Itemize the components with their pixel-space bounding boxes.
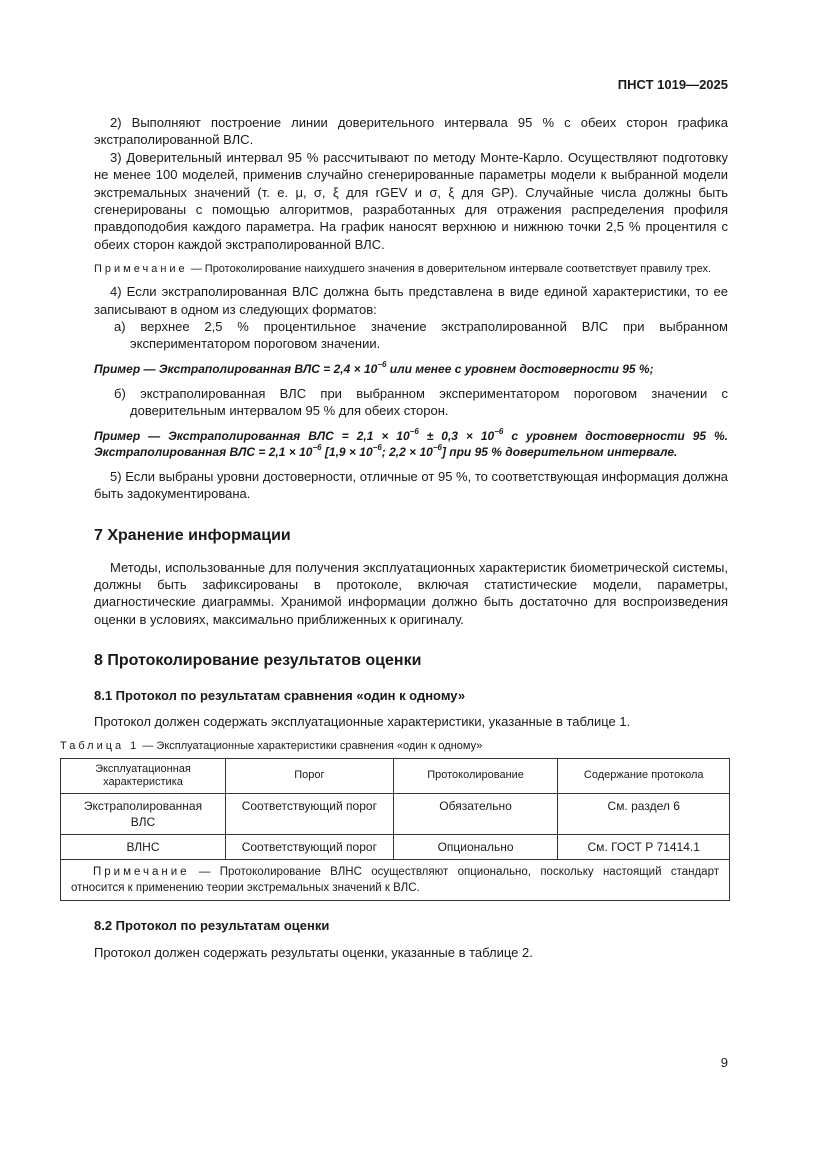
- table-cell: Опционально: [393, 834, 558, 859]
- table-note-text: — Протоколирование ВЛНС осуществляют опционально, поскольку настоящий стандарт относится к применению теории экстремальных значений к ВЛС.: [71, 865, 719, 894]
- table-1-caption-text: — Эксплуатационные характеристики сравнения «один к одному»: [139, 739, 483, 752]
- table-row: [61, 834, 730, 859]
- item-4: 4) Если экстраполированная ВЛС должна быть представлена в виде единой характеристики, то ее записывают в одном из следующих форматов:: [94, 284, 728, 317]
- table-cell: Соответствующий порог: [225, 793, 393, 834]
- item-2: 2) Выполняют построение линии доверительного интервала 95 % с обеих сторон графика экстраполированной ВЛС.: [94, 115, 728, 148]
- table-note: [61, 859, 730, 900]
- table-cell: Обязательно: [393, 793, 558, 834]
- table-header-cell: Эксплуатационная характеристика: [61, 758, 226, 793]
- document-id: ПНСТ 1019—2025: [617, 77, 728, 92]
- example-2-part: ; 2,2 × 10: [381, 444, 433, 459]
- page-content: [60, 114, 729, 961]
- table-note-row: [61, 859, 730, 900]
- example-2-exp: −6: [312, 442, 322, 452]
- section-8-2-text: Протокол должен содержать результаты оценки, указанные в таблице 2.: [94, 944, 533, 960]
- item-3: 3) Доверительный интервал 95 % рассчитывают по методу Монте-Карло. Осуществляют подготовку не менее 100 моделей, применив случайно сгенерированные параметры модели к выбранной модели экстремальных значений (т. е. μ, σ, ξ для rGEV и σ, ξ для GP). Случайные числа должны быть сгенерированы с помощью алгоритмов, разработанных для отражения распределения профиля правдоподобия каждого параметра. На график наносят верхнюю и нижнюю точки 2,5 % процентиля с обеих сторон каждой экстраполированной ВЛС.: [94, 149, 728, 252]
- table-row: [61, 793, 730, 834]
- table-note-label: Примечание: [93, 865, 190, 878]
- table-header-cell: Порог: [225, 758, 393, 793]
- example-2-exp: −6: [372, 442, 382, 452]
- table-cell: Соответствующий порог: [225, 834, 393, 859]
- note-1: [94, 262, 728, 277]
- section-8-2-title: 8.2 Протокол по результатам оценки: [94, 917, 330, 933]
- example-2-part: Пример — Экстраполированная ВЛС = 2,1 × 10: [94, 428, 410, 443]
- section-8-1-text: Протокол должен содержать эксплуатационные характеристики, указанные в таблице 1.: [94, 714, 631, 730]
- table-header-cell: Содержание протокола: [558, 758, 730, 793]
- table-header-cell: Протоколирование: [393, 758, 558, 793]
- section-8-title: 8 Протоколирование результатов оценки: [94, 652, 422, 670]
- example-1-part: или менее с уровнем достоверности 95 %;: [386, 361, 654, 376]
- page-number: 9: [720, 1055, 728, 1070]
- example-1-exp: −6: [377, 359, 387, 369]
- section-8-1-title: 8.1 Протокол по результатам сравнения «один к одному»: [94, 688, 466, 704]
- table-1-caption-label: Таблица 1: [60, 739, 140, 752]
- table-1: [60, 758, 730, 901]
- example-2-part: с уровнем достоверности 95 %. Экстраполированная ВЛС = 2,1 × 10: [94, 428, 729, 459]
- table-1-caption: [60, 739, 728, 753]
- example-2-exp: −6: [409, 426, 419, 436]
- section-7-text: Методы, использованные для получения эксплуатационных характеристик биометрической системы, должны быть зафиксированы в протоколе, включая статистические модели, параметры, диагностические диаграммы. Хранимой информации должно быть достаточно для воспроизведения оценки в условиях, максимально приближенных к оригиналу.: [94, 559, 728, 627]
- example-1-part: Пример — Экстраполированная ВЛС = 2,4 × 10: [94, 361, 378, 376]
- example-2-exp: −6: [494, 426, 504, 436]
- table-cell: См. раздел 6: [558, 793, 730, 834]
- item-4a: а) верхнее 2,5 % процентильное значение экстраполированной ВЛС при выбранном экспериментатором пороговом значении.: [114, 319, 728, 352]
- example-2-part: [1,9 × 10: [321, 444, 373, 459]
- table-header-row: [61, 758, 730, 793]
- table-cell: См. ГОСТ Р 71414.1: [558, 834, 730, 859]
- note-1-text: — Протоколирование наихудшего значения в доверительном интервале соответствует правилу трех.: [187, 263, 712, 276]
- note-1-label: Примечание: [94, 263, 188, 276]
- item-4b: б) экстраполированная ВЛС при выбранном экспериментатором пороговом значении с доверительным интервалом 95 % для обеих сторон.: [114, 385, 728, 419]
- example-1: [94, 361, 728, 377]
- example-2-part: ] при 95 % доверительном интервале.: [441, 444, 678, 459]
- example-2: [94, 428, 728, 460]
- item-5: 5) Если выбраны уровни достоверности, отличные от 95 %, то соответствующая информация должна быть задокументирована.: [94, 468, 728, 502]
- table-cell: ВЛНС: [61, 834, 226, 859]
- section-7-title: 7 Хранение информации: [94, 526, 291, 544]
- example-2-part: ± 0,3 × 10: [418, 428, 495, 443]
- table-cell: Экстраполированная ВЛС: [61, 793, 226, 834]
- example-2-exp: −6: [432, 442, 442, 452]
